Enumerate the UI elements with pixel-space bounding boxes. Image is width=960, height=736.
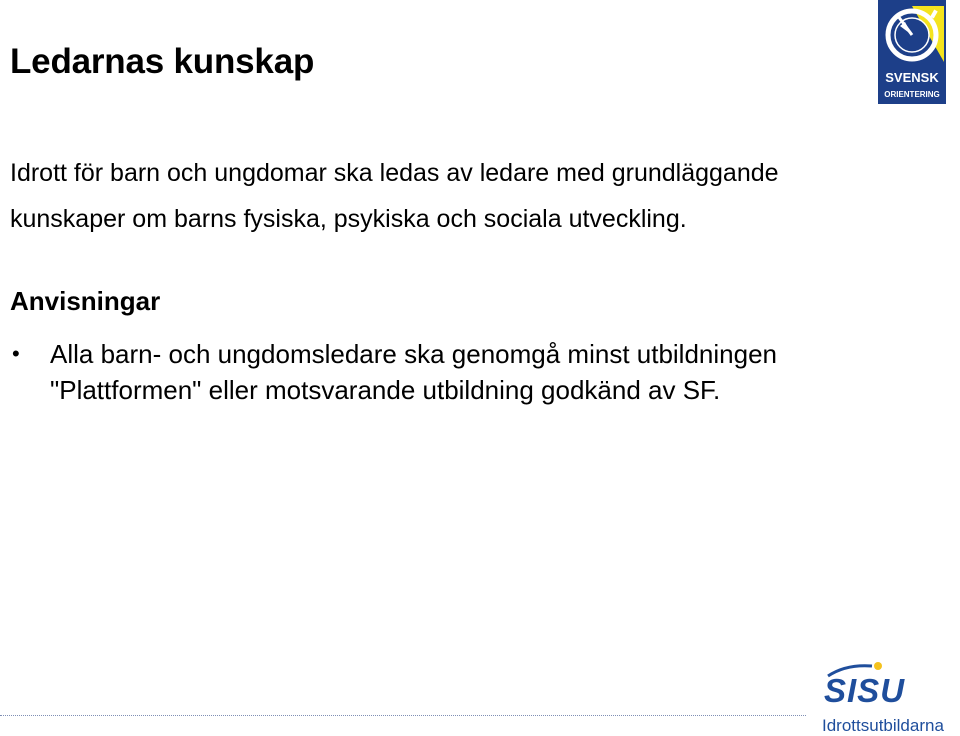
slide-title: Ledarnas kunskap xyxy=(10,42,315,81)
intro-line-1: Idrott för barn och ungdomar ska ledas av ledare med grundläggande xyxy=(10,159,779,187)
sisu-subtitle: Idrottsutbildarna xyxy=(822,716,944,735)
bullet-item xyxy=(10,336,910,408)
svg-text:ORIENTERING: ORIENTERING xyxy=(884,90,940,99)
sisu-logo xyxy=(818,660,960,736)
footer-divider xyxy=(0,715,806,716)
bullet-line-1: Alla barn- och ungdomsledare ska genomgå minst utbildningen xyxy=(50,339,777,369)
bullet-list xyxy=(10,336,910,408)
svensk-orientering-logo xyxy=(878,0,946,104)
sisu-wordmark: SISU xyxy=(824,672,906,709)
section-heading: Anvisningar xyxy=(10,286,161,316)
intro-line-2: kunskaper om barns fysiska, psykiska och sociala utveckling. xyxy=(10,205,687,233)
bullet-line-2: "Plattformen" eller motsvarande utbildning godkänd av SF. xyxy=(50,375,721,405)
bullet-marker: • xyxy=(12,341,20,366)
svg-text:SVENSK: SVENSK xyxy=(885,70,939,85)
compass-icon xyxy=(878,0,946,104)
intro-paragraph xyxy=(10,150,930,242)
